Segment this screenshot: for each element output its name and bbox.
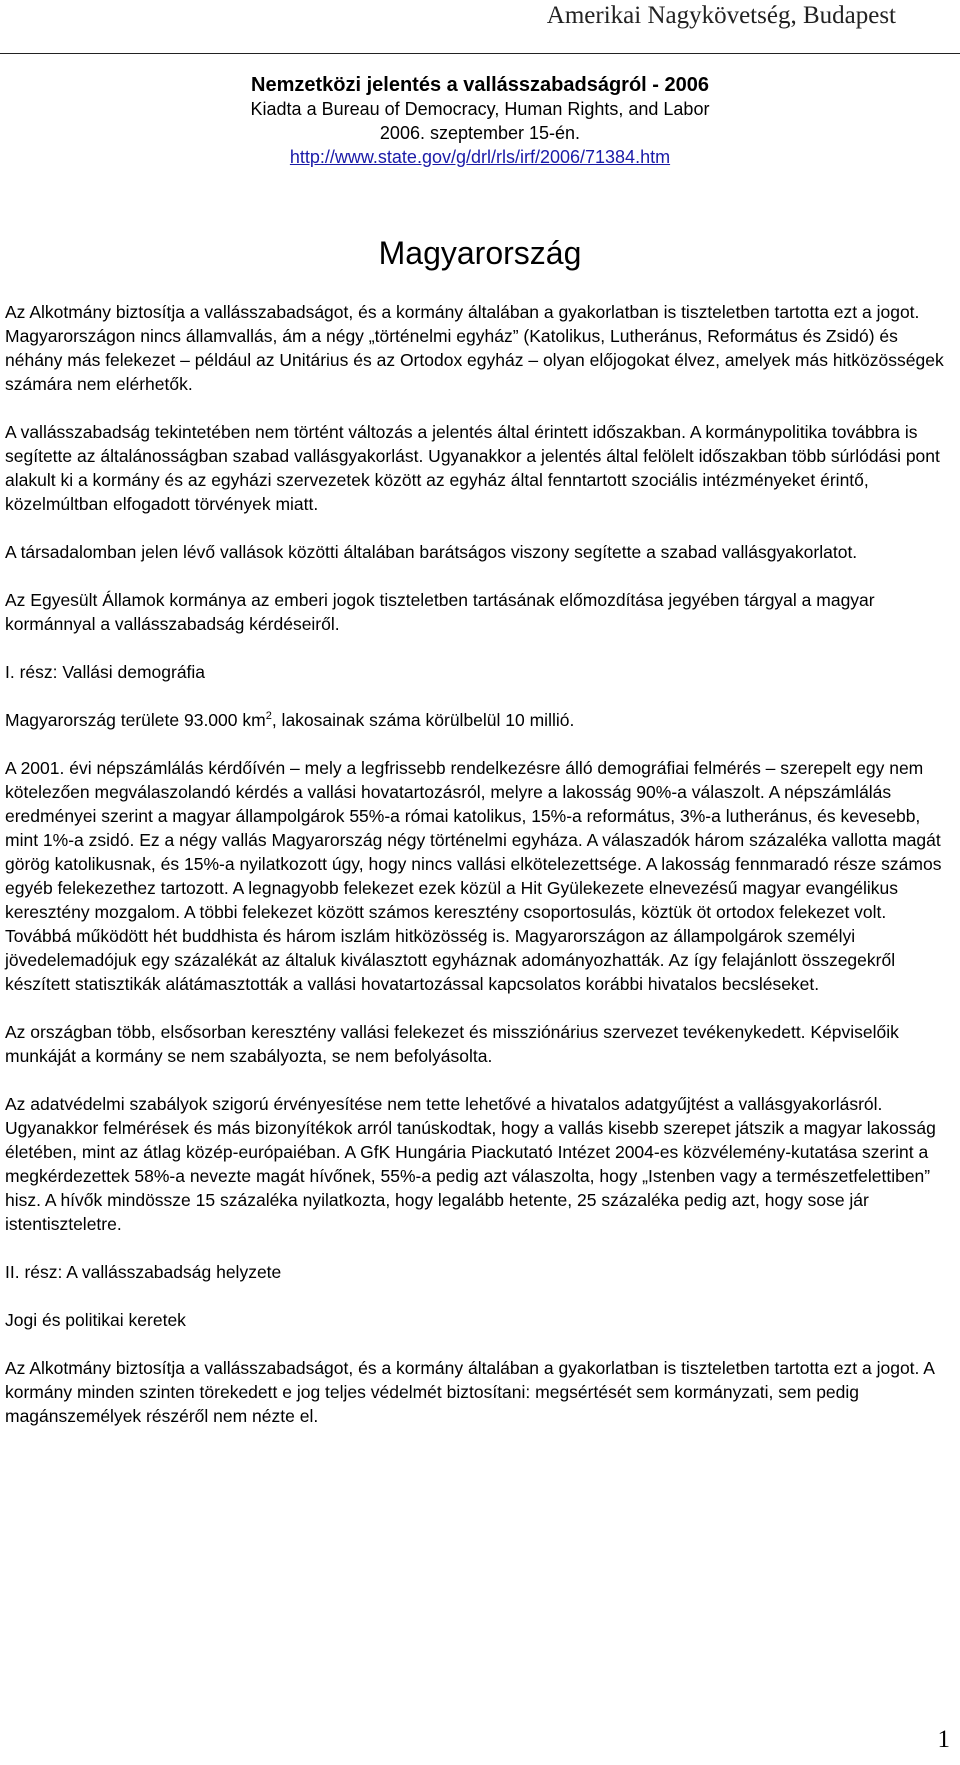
page-number: 1 bbox=[937, 1726, 950, 1753]
report-url-link[interactable]: http://www.state.gov/g/drl/rls/irf/2006/71384.htm bbox=[289, 147, 671, 167]
paragraph-missionaries: Az országban több, elsősorban keresztény vallási felekezet és missziónárius szervezet tevékenykedett. Képviselőik munkáját a kormány se nem szabályozta, se nem befolyásolta. bbox=[5, 1022, 899, 1066]
title-block bbox=[0, 73, 960, 169]
section-heading-status: II. rész: A vallásszabadság helyzete bbox=[5, 1262, 282, 1282]
subsection-heading-legal: Jogi és politikai keretek bbox=[5, 1310, 186, 1330]
running-header: Amerikai Nagykövetség, Budapest bbox=[546, 2, 896, 29]
paragraph-no-change: A vallásszabadság tekintetében nem történt változás a jelentés által érintett időszakban. A kormánypolitika továbbra is segítette az általánosságban szabad vallásgyakorlást. Ugyanakkor a jelentés által felölelt időszakban több súrlódási pont alakult ki a kormány és az egyházi szervezetek között az egyház által fenntartott szociális intézményeket érintő, közelmúltban elfogadott törvények miatt. bbox=[5, 422, 940, 514]
area-superscript: 2 bbox=[265, 710, 272, 723]
paragraph-us-government: Az Egyesült Államok kormánya az emberi jogok tiszteletben tartásának előmozdítása jegyében tárgyal a magyar kormánnyal a vallásszabadság kérdéseiről. bbox=[5, 590, 875, 634]
paragraph-data-protection: Az adatvédelmi szabályok szigorú érvényesítése nem tette lehetővé a hivatalos adatgyűjtést a vallásgyakorlásról. Ugyanakkor felmérések és más bizonyítékok arról tanúskodtak, hogy a vallás kisebb szerepet játszik a magyar lakosság életében, mint az átlag közép-európaiéban. A GfK Hungária Piackutató Intézet 2004-es közvélemény-kutatása szerint a megkérdezettek 58%-a nevezte magát hívőnek, 55%-a pedig azt válaszolta, hogy „Istenben vagy a természetfelettiben” hisz. A hívők mindössze 15 százaléka nyilatkozta, hogy legalább hetente, 25 százaléka pedig azt, hogy sose jár istentiszteletre. bbox=[5, 1094, 936, 1234]
country-heading: Magyarország bbox=[378, 235, 582, 271]
area-text-before: Magyarország területe 93.000 km bbox=[5, 710, 266, 730]
report-url-line bbox=[0, 145, 960, 169]
report-title: Nemzetközi jelentés a vallásszabadságról - 2006 bbox=[251, 74, 709, 96]
paragraph-constitution: Az Alkotmány biztosítja a vallásszabadságot, és a kormány általában a gyakorlatban is tiszteletben tartotta ezt a jogot. A kormány minden szinten törekedett e jog teljes védelmét biztosítani: megsértését sem kormányzati, sem pedig magánszemélyek részéről nem nézte el. bbox=[5, 1358, 935, 1426]
section-heading-demography: I. rész: Vallási demográfia bbox=[5, 662, 206, 682]
paragraph-society: A társadalomban jelen lévő vallások közötti általában barátságos viszony segítette a szabad vallásgyakorlatot. bbox=[5, 542, 858, 562]
body-text bbox=[5, 300, 951, 1452]
paragraph-intro: Az Alkotmány biztosítja a vallásszabadságot, és a kormány általában a gyakorlatban is tiszteletben tartotta ezt a jogot. Magyarországon nincs államvallás, ám a négy „történelmi egyház” (Katolikus, Lutheránus, Református és Zsidó) és néhány más felekezet – például az Unitárius és az Ortodox egyház – olyan előjogokat élvez, amelyek más hitközösségek számára nem elérhetők. bbox=[5, 302, 944, 394]
paragraph-census: A 2001. évi népszámlálás kérdőívén – mely a legfrissebb rendelkezésre álló demográfiai felmérés – szerepelt egy nem kötelezően megválaszolandó kérdés a vallási hovatartozásról, melyre a lakosság 90%-a válaszolt. A népszámlálás eredményei szerint a magyar állampolgárok 55%-a római katolikus, 15%-a református, 3%-a lutheránus, és kevesebb, mint 1%-a zsidó. Ez a négy vallás Magyarország négy történelmi egyháza. A válaszadók három százaléka vallotta magát görög katolikusnak, és 15%-a nyilatkozott úgy, hogy nincs vallási elkötelezettsége. A lakosság fennmaradó része számos egyéb felekezethez tartozott. A legnagyobb felekezet ezek közül a Hit Gyülekezete elnevezésű magyar evangélikus keresztény mozgalom. A többi felekezet között számos keresztény csoportosulás, köztük öt ortodox felekezet volt. Továbbá működött hét buddhista és három iszlám hitközösség is. Magyarországon az állampolgárok személyi jövedelemadójuk egy százalékát az általuk kiválasztott egyháznak adományozhatták. Az így felajánlott összegekről készített statisztikák alátámasztották a vallási hovatartozással kapcsolatos korábbi hivatalos becsléseket. bbox=[5, 758, 942, 994]
paragraph-area bbox=[5, 708, 951, 732]
report-date: 2006. szeptember 15-én. bbox=[379, 123, 581, 143]
header-rule bbox=[0, 53, 960, 54]
report-issuer: Kiadta a Bureau of Democracy, Human Rights, and Labor bbox=[250, 99, 710, 119]
area-text-after: , lakosainak száma körülbelül 10 millió. bbox=[271, 710, 575, 730]
